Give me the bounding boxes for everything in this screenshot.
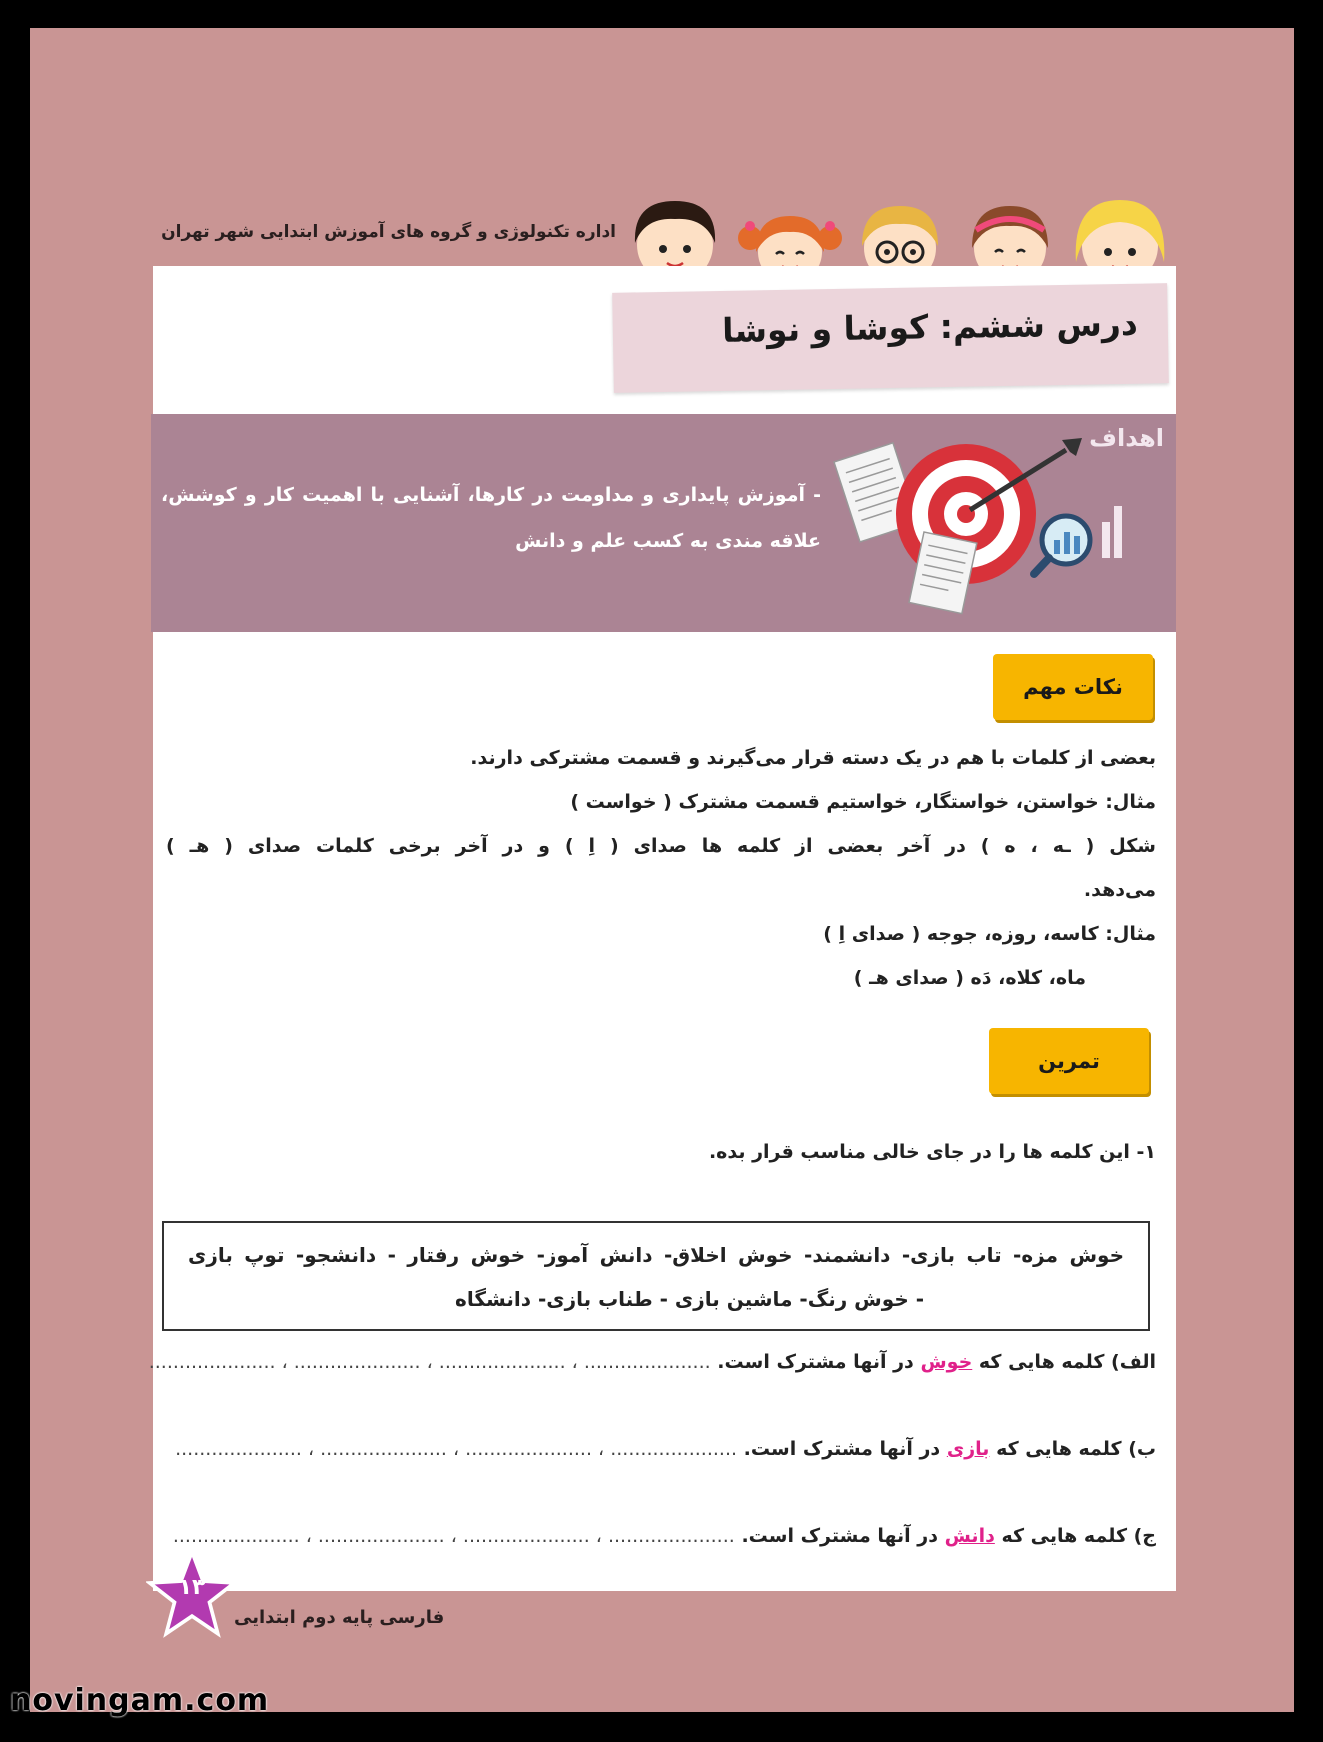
exercise-part-c — [161, 1525, 1156, 1547]
title-banner — [612, 283, 1169, 393]
page-number: ۱۳ — [178, 1575, 206, 1600]
goals-band — [151, 414, 1176, 632]
org-header: اداره تکنولوژی و گروه های آموزش ابتدایی شهر تهران — [161, 222, 616, 242]
goals-label: اهداف — [1089, 424, 1164, 452]
exercise-part-b — [161, 1438, 1156, 1460]
notes-section — [166, 736, 1156, 1000]
part-highlight: بازی — [946, 1438, 990, 1460]
content-page — [148, 266, 1176, 1591]
note-line: بعضی از کلمات با هم در یک دسته قرار می‌گیرند و قسمت مشترکی دارند. — [470, 747, 1156, 769]
target-icon — [814, 422, 1144, 627]
answer-blank[interactable]: ..................... ، ..................... ، ..................... ، ..................... — [148, 1351, 711, 1373]
exercise-part-a — [148, 1351, 1156, 1373]
answer-blank[interactable]: ..................... ، ..................... ، ..................... ، ..................... — [172, 1525, 735, 1547]
lesson-title: درس ششم: کوشا و نوشا — [721, 303, 1139, 350]
goals-text: - آموزش پایداری و مداومت در کارها، آشنایی با اهمیت کار و کوشش، علاقه مندی به کسب علم و دانش — [161, 484, 821, 552]
part-suffix: در آنها مشترک است. — [717, 1351, 914, 1373]
part-suffix: در آنها مشترک است. — [743, 1438, 941, 1460]
part-prefix: ج) کلمه هایی که — [1001, 1525, 1156, 1547]
note-line: مثال: خواستن، خواستگار، خواستیم قسمت مشترک ( خواست ) — [570, 791, 1156, 813]
note-line: مثال: کاسه، روزه، جوجه ( صدای اِ ) — [823, 923, 1156, 945]
word-bank-line: - خوش رنگ- ماشین بازی - طناب بازی- دانشگاه — [455, 1287, 924, 1311]
notes-heading: نکات مهم — [993, 654, 1153, 720]
part-prefix: ب) کلمه هایی که — [996, 1438, 1156, 1460]
part-highlight: دانش — [944, 1525, 995, 1547]
exercise-heading: تمرین — [989, 1028, 1149, 1094]
word-bank — [162, 1221, 1150, 1331]
note-line: شکل ( ـه ، ه ) در آخر بعضی از کلمه ها صدای ( اِ ) و در آخر برخی کلمات صدای ( هـ ) — [166, 835, 1156, 857]
answer-blank[interactable]: ..................... ، ..................... ، ..................... ، ..................... — [175, 1438, 738, 1460]
book-title: فارسی پایه دوم ابتدایی — [234, 1607, 445, 1628]
watermark: novingam.com — [10, 1683, 270, 1718]
exercise-question: ۱- این کلمه ها را در جای خالی مناسب قرار بده. — [708, 1141, 1156, 1163]
part-suffix: در آنها مشترک است. — [741, 1525, 938, 1547]
part-prefix: الف) کلمه هایی که — [978, 1351, 1156, 1373]
note-line: می‌دهد. — [1083, 879, 1156, 901]
note-line: ماه، کلاه، دَه ( صدای هـ ) — [853, 967, 1086, 989]
part-highlight: خوش — [920, 1351, 973, 1373]
word-bank-line: خوش مزه- تاب بازی- دانشمند- خوش اخلاق- دانش آموز- خوش رفتار - دانشجو- توپ بازی — [188, 1243, 1124, 1267]
